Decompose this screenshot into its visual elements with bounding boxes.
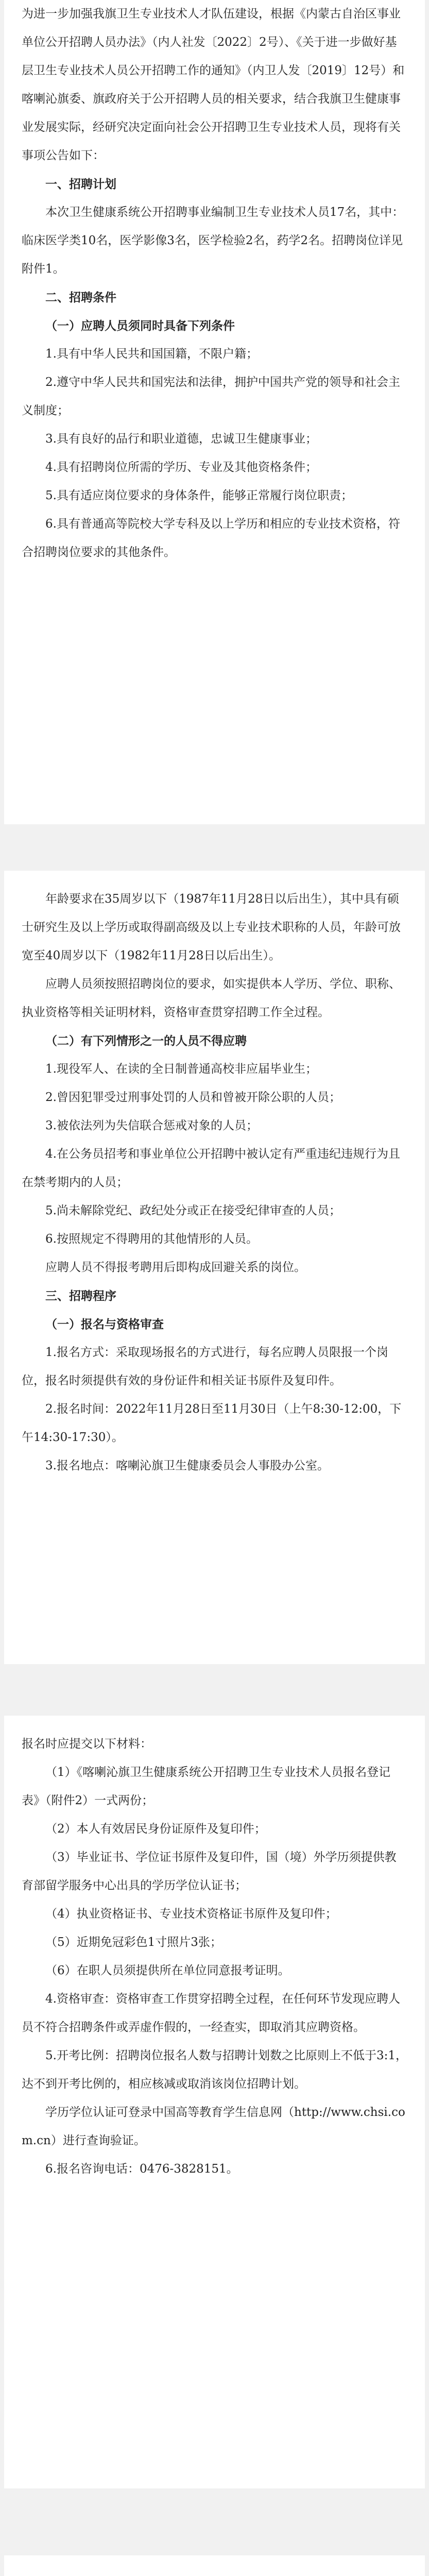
- paragraph: 3.报名地点：喀喇沁旗卫生健康委员会人事股办公室。: [45, 1459, 329, 1472]
- section-heading: 二、招聘条件: [45, 291, 116, 304]
- paragraph: 4.在公务员招考和事业单位公开招聘中被认定有严重违纪违规行为且在禁考期内的人员；: [22, 1147, 400, 1189]
- paragraph: 1.报名方式：采取现场报名的方式进行，每名应聘人员限报一个岗位，报名时须提供有效的身份证件和相关证书原件及复印件。: [22, 1346, 388, 1387]
- subsection-heading: （一）报名与资格审查: [45, 1317, 164, 1331]
- section-heading: 三、招聘程序: [45, 1289, 116, 1303]
- paragraph: 3.被依法列为失信联合惩戒对象的人员；: [45, 1119, 258, 1132]
- paragraph: 5.开考比例：招聘岗位报名人数与招聘计划数之比原则上不低于3:1，达不到开考比例的，相应核减或取消该岗位招聘计划。: [22, 2049, 407, 2091]
- paragraph: 学历学位认证可登录中国高等教育学生信息网（http://www.chsi.com.cn）进行查询验证。: [22, 2106, 405, 2147]
- paragraph: （5）近期免冠彩色1寸照片3张；: [45, 1936, 222, 1949]
- paragraph: 1.具有中华人民共和国国籍，不限户籍；: [45, 347, 258, 361]
- subsection-heading: （二）有下列情形之一的人员不得应聘: [45, 1034, 247, 1048]
- paragraph: 4.具有招聘岗位所需的学历、专业及其他资格条件；: [45, 461, 317, 474]
- paragraph: （2）本人有效居民身份证原件及复印件；: [45, 1822, 266, 1836]
- document-page-3: [4, 1716, 425, 2488]
- paragraph: 2.报名时间：2022年11月28日至11月30日（上午8:30-12:00，下午14:30-17:30）。: [22, 1402, 402, 1444]
- paragraph: 1.现役军人、在读的全日制普通高校非应届毕业生；: [45, 1062, 317, 1076]
- paragraph: （3）毕业证书、学位证书原件及复印件，国（境）外学历须提供教育部留学服务中心出具的学历学位认证书；: [22, 1851, 397, 1892]
- paragraph: （4）执业资格证书、专业技术资格证书原件及复印件；: [45, 1907, 337, 1921]
- paragraph: 应聘人员不得报考聘用后即构成回避关系的岗位。: [45, 1261, 306, 1274]
- paragraph: 6.报名咨询电话：0476-3828151。: [45, 2162, 238, 2176]
- paragraph: 2.曾因犯罪受过刑事处罚的人员和曾被开除公职的人员；: [45, 1091, 341, 1104]
- paragraph: 5.具有适应岗位要求的身体条件，能够正常履行岗位职责；: [45, 489, 353, 502]
- paragraph: 5.尚未解除党纪、政纪处分或正在接受纪律审查的人员；: [45, 1204, 341, 1217]
- paragraph: 6.具有普通高等院校大学专科及以上学历和相应的专业技术资格，符合招聘岗位要求的其他条件。: [22, 517, 400, 559]
- subsection-heading: [22, 2570, 407, 2576]
- paragraph: 年龄要求在35周岁以下（1987年11月28日以后出生），其中具有硕士研究生及以上学历或取得副高级及以上专业技术职称的人员，年龄可放宽至40周岁以下（1982年11月28日以后出生）。: [22, 892, 401, 962]
- paragraph: 6.按照规定不得聘用的其他情形的人员。: [45, 1232, 258, 1246]
- document-page-1: [4, 0, 425, 824]
- paragraph: 本次卫生健康系统公开招聘事业编制卫生专业技术人员17名，其中：临床医学类10名，医学影像3名，医学检验2名，药学2名。招聘岗位详见附件1。: [22, 206, 404, 276]
- paragraph: 为进一步加强我旗卫生专业技术人才队伍建设，根据《内蒙古自治区事业单位公开招聘人员办法》（内人社发〔2022〕2号）、《关于进一步做好基层卫生专业技术人员公开招聘工作的通知》（内卫人发〔2019〕12号）和喀喇沁旗委、旗政府关于公开招聘人员的相关要求，结合我旗卫生健康事业发展实际，经研究决定面向社会公开招聘卫生专业技术人员，现将有关事项公告如下：: [22, 7, 405, 162]
- section-heading: 一、招聘计划: [45, 177, 116, 191]
- paragraph: 报名时应提交以下材料：: [22, 1737, 152, 1751]
- paragraph: 2.遵守中华人民共和国宪法和法律，拥护中国共产党的领导和社会主义制度；: [22, 376, 400, 417]
- paragraph: （6）在职人员须提供所在单位同意报考证明。: [45, 1964, 290, 1977]
- subsection-heading: （一）应聘人员须同时具备下列条件: [45, 319, 235, 333]
- document-page-2: [4, 871, 425, 1664]
- paragraph: 应聘人员须按照招聘岗位的要求，如实提供本人学历、学位、职称、执业资格等相关证明材料，资格审查贯穿招聘工作全过程。: [22, 977, 401, 1019]
- paragraph: 3.具有良好的品行和职业道德，忠诚卫生健康事业；: [45, 432, 317, 446]
- document-page-4: [4, 2555, 425, 2576]
- paragraph: 4.资格审查：资格审查工作贯穿招聘全过程，在任何环节发现应聘人员不符合招聘条件或弄虚作假的，一经查实，即取消其应聘资格。: [22, 1992, 400, 2034]
- paragraph: （1）《喀喇沁旗卫生健康系统公开招聘卫生专业技术人员报名登记表》（附件2）一式两份；: [22, 1766, 391, 1807]
